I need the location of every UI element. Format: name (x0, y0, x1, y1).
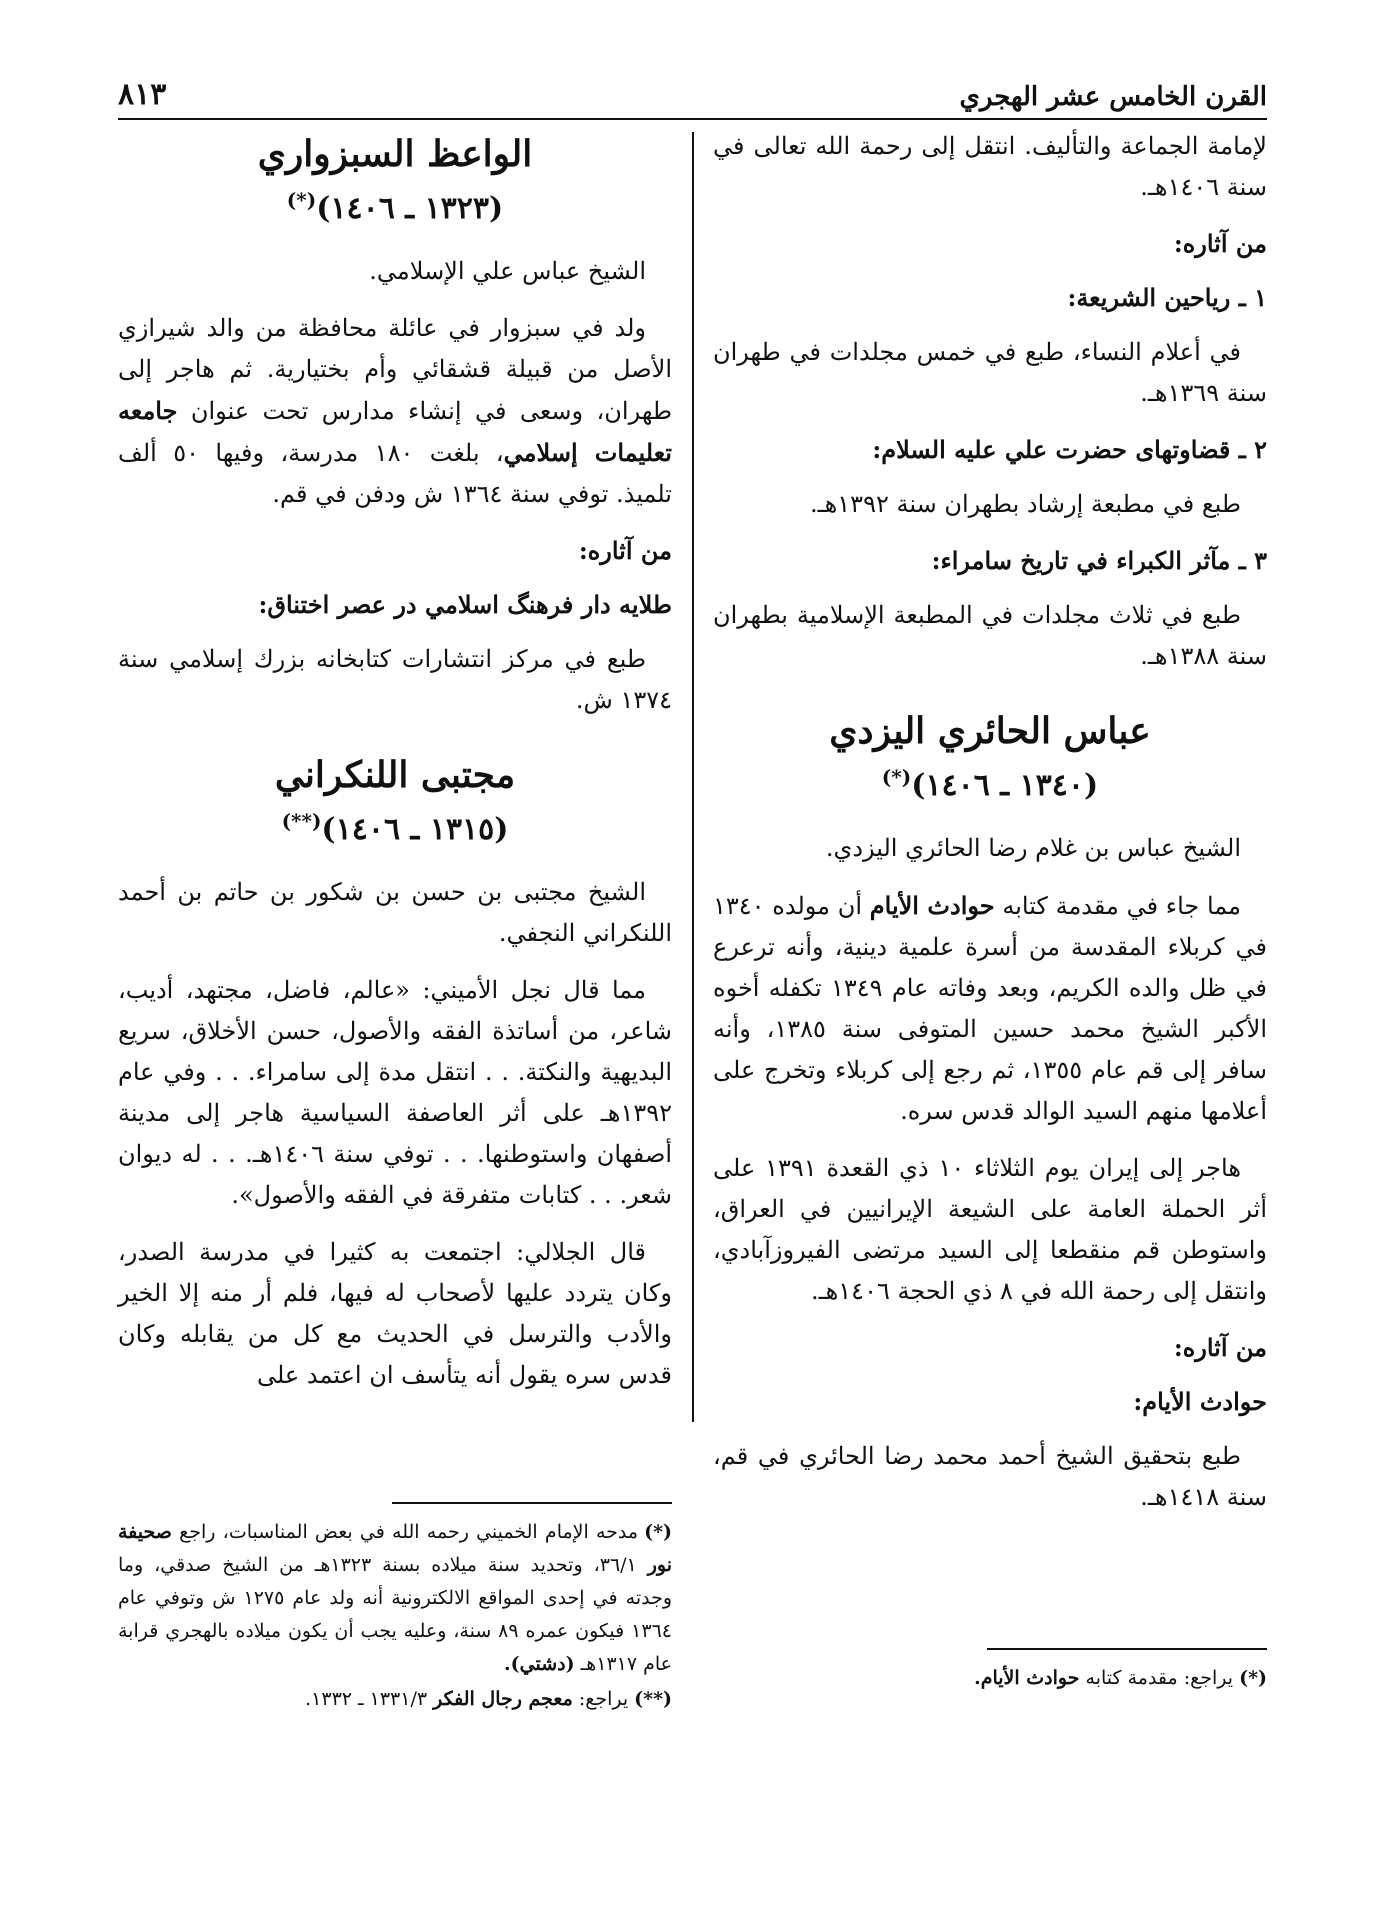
text-span: مدحه الإمام الخميني رحمه الله في بعض المناسبات، راجع (171, 1521, 639, 1543)
biography-name: الواعظ السبزواري (257, 133, 533, 175)
biography-dates (118, 178, 672, 231)
text-span: ولد في سبزوار في عائلة محافظة من والد شيرازي الأصل من قبيلة قشقائي وأم بختيارية. ثم هاجر إلى طهران، وسعى في إنشاء مدارس تحت عنوان (118, 314, 672, 425)
bio-paragraph: الشيخ عباس بن غلام رضا الحائري اليزدي. (825, 834, 1241, 862)
work-title: ١ ـ رياحين الشريعة: (1067, 283, 1267, 312)
work-description: طبع في ثلاث مجلدات في المطبعة الإسلامية بطهران سنة ١٣٨٨هـ. (713, 601, 1267, 670)
bio-paragraph: هاجر إلى إيران يوم الثلاثاء ١٠ ذي القعدة ١٣٩١ على أثر الحملة العامة على الشيعة الإيرانيين في العراق، واستوطن قم منقطعا إلى السيد مرتضى الفيروزآبادي، وانتقل إلى رحمة الله في ٨ ذي الحجة ١٤٠٦هـ. (713, 1154, 1267, 1305)
footnote-rule (392, 1502, 672, 1504)
bio-paragraph: الشيخ عباس علي الإسلامي. (369, 257, 646, 285)
bio-paragraph: الشيخ مجتبى بن حسن بن شكور بن حاتم بن أحمد اللنكراني النجفي. (118, 878, 672, 947)
dates-text: (١٣٢٣ ـ ١٤٠٦) (316, 191, 504, 226)
footnote (118, 1516, 672, 1681)
text-span: ١٣٣١/٣ ـ ١٣٣٢. (305, 1688, 434, 1710)
work-description: طبع بتحقيق الشيخ أحمد محمد رضا الحائري في قم، سنة ١٤١٨هـ. (713, 1442, 1267, 1511)
dates-text: (١٣١٥ ـ ١٤٠٦) (321, 812, 509, 847)
work-description: في أعلام النساء، طبع في خمس مجلدات في طهران سنة ١٣٦٩هـ. (713, 338, 1267, 407)
source-name: (دشتي). (504, 1653, 575, 1675)
bio-paragraph (118, 308, 672, 515)
header-rule (118, 118, 1267, 120)
dates-text: (١٣٤٠ ـ ١٤٠٦) (911, 768, 1099, 803)
footnote-mark: (*) (644, 1521, 672, 1543)
work-description: طبع في مركز انتشارات كتابخانه بزرك إسلامي سنة ١٣٧٤ ش. (118, 645, 672, 714)
text-span: ، بلغت ١٨٠ مدرسة، وفيها ٥٠ ألف تلميذ. توفي سنة ١٣٦٤ ش ودفن في قم. (118, 439, 672, 508)
continued-paragraph: لإمامة الجماعة والتأليف. انتقل إلى رحمة الله تعالى في سنة ١٤٠٦هـ. (713, 132, 1267, 201)
footnotes (118, 1502, 672, 1718)
work-title: ٢ ـ قضاوتهای حضرت علي عليه السلام: (872, 435, 1267, 464)
bio-paragraph: مما قال نجل الأميني: «عالم، فاضل، مجتهد، أديب، شاعر، من أساتذة الفقه والأصول، حسن الأخلاق، سريع البديهية والنكتة. . . انتقل مدة إلى سامراء. . . وفي عام ١٣٩٢هـ على أثر العاصفة السياسية هاجر إلى مدينة أصفهان واستوطنها. . . توفي سنة ١٤٠٦هـ. . . له ديوان شعر. . . كتابات متفرقة في الفقه والأصول». (118, 976, 672, 1209)
biography-dates (713, 755, 1267, 808)
footnote (118, 1683, 672, 1716)
bio-paragraph: قال الجلالي: اجتمعت به كثيرا في مدرسة الصدر، وكان يتردد عليها لأصحاب له فيها، فلم أر منه إلا الخير والأدب والترسل في الحديث مع كل من يقابله وكان قدس سره يقول أنه يتأسف ان اعتمد على (118, 1238, 672, 1389)
footnote-mark: (*) (1239, 1667, 1267, 1689)
biography-name: مجتبى اللنكراني (274, 754, 516, 796)
text-span: مما جاء في مقدمة كتابه (994, 892, 1242, 920)
text-span: يراجع: (572, 1688, 629, 1710)
text-span: ٣٦/١، وتحديد سنة ميلاده بسنة ١٣٢٣هـ من الشيخ صدقي، وما وجدته في إحدى المواقع الالكترونية أنه ولد عام ١٢٧٥ ش وتوفي عام ١٣٦٤ فيكون عمره ٨٩ سنة، وعليه يجب أن يكون ميلاده بالهجري قرابة عام ١٣١٧هـ (118, 1554, 673, 1675)
book-title: صحيفة نور (118, 1521, 673, 1576)
footnote-ref: (**) (281, 809, 322, 833)
columns (118, 126, 1267, 1866)
footnote-mark: (**) (634, 1688, 672, 1710)
book-title: حوادث الأيام. (974, 1667, 1080, 1689)
footnote (713, 1662, 1267, 1695)
footnote-ref: (*) (881, 765, 912, 789)
text-span: يراجع: مقدمة كتابه (1079, 1667, 1234, 1689)
biography-name: عباس الحائري اليزدي (829, 710, 1151, 752)
left-column (118, 126, 672, 1866)
column-divider (692, 132, 694, 1422)
page-number: ٨١٣ (118, 77, 167, 112)
works-heading: من آثاره: (578, 536, 672, 565)
work-title: ٣ ـ مآثر الكبراء في تاريخ سامراء: (931, 546, 1267, 575)
work-title: حوادث الأيام: (1133, 1387, 1267, 1416)
footnote-rule (987, 1648, 1267, 1650)
footnote-ref: (*) (286, 188, 317, 212)
works-heading: من آثاره: (1173, 1333, 1267, 1362)
works-heading: من آثاره: (1173, 229, 1267, 258)
footnotes (713, 1648, 1267, 1697)
biography-dates (118, 799, 672, 852)
bio-paragraph (713, 885, 1267, 1132)
text-span: أن مولده ١٣٤٠ في كربلاء المقدسة من أسرة علمية دينية، وأنه ترعرع في ظل والده الكريم، وبعد وفاته عام ١٣٤٩ تكفله أخوه الأكبر الشيخ محمد حسين المتوفى سنة ١٣٨٥، وأنه سافر إلى قم عام ١٣٥٥، ثم رجع إلى كربلاء وتخرج على أعلامها منهم السيد الوالد قدس سره. (713, 892, 1267, 1125)
work-title: طلايه دار فرهنگ اسلامي در عصر اختناق: (258, 590, 672, 619)
institution-name: جامعه تعليمات إسلامي (118, 396, 672, 467)
page-header (118, 62, 1267, 112)
right-column (713, 126, 1267, 1866)
running-title: القرن الخامس عشر الهجري (959, 82, 1267, 112)
book-title: حوادث الأيام (869, 891, 995, 920)
book-title: معجم رجال الفكر (433, 1688, 573, 1710)
work-description: طبع في مطبعة إرشاد بطهران سنة ١٣٩٢هـ. (809, 490, 1241, 518)
